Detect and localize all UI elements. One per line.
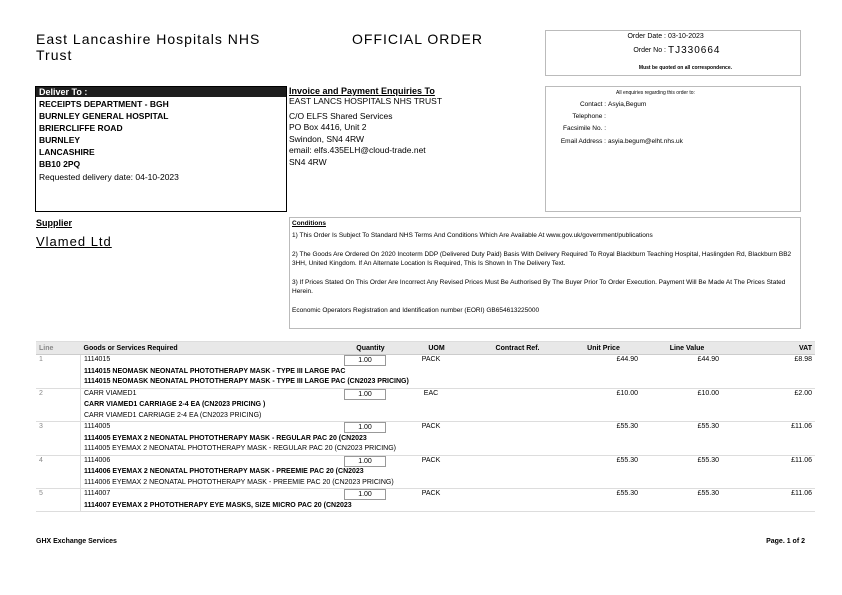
item-code: 1114006	[84, 456, 111, 464]
condition-eori: Economic Operators Registration and Identification number (EORI) GB654613225000	[292, 307, 540, 314]
condition-2: 2) The Goods Are Ordered On 2020 Incoterm DDP (Delivered Duty Paid) Basis With Delivery Required To Royal Blackburn Teaching Hospital, Haslingden Rd, Blackburn BB2 3HH, United Kingdom. If An Alternate Location Is Required, This Is Shown In The Delivery Text.	[292, 251, 792, 267]
vat-cell: £11.06	[791, 490, 812, 497]
line-value-cell: £44.90	[697, 356, 719, 363]
deliver-line: BURNLEY	[39, 135, 81, 145]
line-value-cell: £10.00	[697, 389, 719, 397]
invoice-line: PO Box 4416, Unit 2	[289, 122, 367, 132]
item-description: 1114006 EYEMAX 2 NEONATAL PHOTOTHERAPY MASK - PREEMIE PAC 20 (CN2023	[84, 468, 364, 475]
contact-value: Asyia,Begum	[608, 101, 647, 108]
contact-box	[545, 86, 801, 212]
vat-cell: £11.06	[791, 456, 812, 464]
line-number: 2	[36, 388, 81, 422]
col-quantity: Quantity	[343, 342, 399, 355]
line-value-cell: £55.30	[697, 490, 719, 497]
fax-label: Facsimile No. :	[563, 125, 606, 132]
col-uom: UOM	[399, 342, 475, 355]
conditions-box	[289, 217, 801, 329]
table-row	[36, 489, 815, 512]
supplier-label: Supplier	[36, 218, 73, 228]
table-row	[36, 355, 815, 389]
item-description: 1114005 EYEMAX 2 NEONATAL PHOTOTHERAPY MASK - REGULAR PAC 20 (CN2023	[84, 434, 367, 442]
quantity-cell: 1.00	[344, 489, 386, 500]
footer-provider: GHX Exchange Services	[36, 538, 117, 545]
invoice-line: SN4 4RW	[289, 156, 327, 167]
unit-price-cell: £55.30	[616, 456, 638, 464]
contact-label: Contact :	[579, 101, 606, 108]
deliver-line: BURNLEY GENERAL HOSPITAL	[39, 111, 169, 121]
deliver-to-box	[35, 86, 287, 212]
uom-cell: EAC	[423, 389, 439, 397]
col-line: Line	[36, 342, 81, 355]
unit-price-cell: £55.30	[616, 490, 638, 497]
uom-cell: PACK	[421, 490, 441, 497]
invoice-address	[289, 96, 544, 168]
item-description: CARR VIAMED1 CARRIAGE 2-4 EA (CN2023 PRICING )	[84, 401, 266, 408]
condition-3: 3) If Prices Stated On This Order Are Incorrect Any Revised Prices Must Be Authorised By The Buyer Prior To Order Execution. Payment Will Be Made At The Prices Stated Herein.	[292, 279, 786, 295]
invoice-enquiries-box	[289, 86, 544, 210]
email-value[interactable]: asyia.begum@elht.nhs.uk	[608, 138, 683, 145]
col-contract: Contract Ref.	[475, 342, 561, 355]
quantity-cell: 1.00	[344, 355, 386, 366]
item-code: 1114015	[84, 356, 111, 363]
table-row	[36, 422, 815, 456]
requested-delivery-date: Requested delivery date: 04-10-2023	[39, 172, 179, 182]
vat-cell: £2.00	[794, 389, 812, 397]
invoice-line: email: elfs.435ELH@cloud-trade.net	[289, 145, 426, 155]
supplier-name: Vlamed Ltd	[36, 234, 112, 249]
item-description: 1114015 NEOMASK NEONATAL PHOTOTHERAPY MASK - TYPE III LARGE PAC	[84, 367, 346, 375]
invoice-line: EAST LANCS HOSPITALS NHS TRUST	[289, 96, 443, 106]
item-description-detail: CARR VIAMED1 CARRIAGE 2-4 EA (CN2023 PRICING)	[84, 411, 262, 419]
order-date-value: 03-10-2023	[668, 33, 704, 40]
contract-cell	[469, 489, 555, 501]
deliver-line: RECEIPTS DEPARTMENT - BGH	[39, 99, 169, 109]
col-vat: VAT	[728, 342, 816, 355]
order-no-label: Order No :	[633, 47, 666, 54]
contract-cell	[469, 389, 555, 401]
contact-note: All enquiries regarding this order to:	[616, 90, 695, 96]
line-number: 1	[36, 355, 81, 389]
correspondence-note: Must be quoted on all correspondence.	[638, 65, 732, 71]
conditions-heading: Conditions	[292, 220, 326, 227]
invoice-heading: Invoice and Payment Enquiries To	[289, 86, 435, 96]
col-line-value: Line Value	[647, 342, 728, 355]
unit-price-cell: £10.00	[616, 389, 638, 397]
quantity-cell: 1.00	[344, 422, 386, 433]
telephone-label: Telephone :	[572, 113, 606, 120]
item-description-detail: 1114005 EYEMAX 2 NEONATAL PHOTOTHERAPY MASK - REGULAR PAC 20 (CN2023 PRICING)	[84, 445, 396, 452]
vat-cell: £11.06	[791, 423, 812, 430]
uom-cell: PACK	[421, 423, 441, 430]
line-number: 4	[36, 455, 81, 489]
uom-cell: PACK	[421, 356, 441, 363]
col-unit-price: Unit Price	[561, 342, 647, 355]
page-number: Page. 1 of 2	[766, 538, 805, 545]
uom-cell: PACK	[421, 456, 441, 464]
condition-1: 1) This Order Is Subject To Standard NHS Terms And Conditions Which Are Available At www.gov.uk/government/publications	[292, 232, 653, 239]
table-header-row	[36, 342, 815, 355]
line-value-cell: £55.30	[697, 456, 719, 464]
order-lines-table	[36, 341, 815, 512]
unit-price-cell: £44.90	[616, 356, 638, 363]
item-description-detail: 1114006 EYEMAX 2 NEONATAL PHOTOTHERAPY MASK - PREEMIE PAC 20 (CN2023 PRICING)	[84, 478, 394, 486]
table-row	[36, 388, 815, 422]
contract-cell	[469, 422, 555, 434]
email-label: Email Address :	[560, 138, 606, 145]
document-title: OFFICIAL ORDER	[352, 31, 483, 47]
order-no-value: TJ330664	[668, 45, 721, 56]
item-description-detail: 1114015 NEOMASK NEONATAL PHOTOTHERAPY MASK - TYPE III LARGE PAC (CN2023 PRICING)	[84, 378, 409, 385]
line-number: 5	[36, 489, 81, 512]
col-goods: Goods or Services Required	[81, 342, 343, 355]
invoice-line: C/O ELFS Shared Services	[289, 110, 393, 121]
item-code: 1114005	[84, 423, 111, 430]
trust-name: East Lancashire Hospitals NHS Trust	[36, 31, 261, 63]
item-code: CARR VIAMED1	[84, 389, 137, 397]
deliver-line: BRIERCLIFFE ROAD	[39, 123, 123, 133]
deliver-address	[36, 97, 286, 171]
contract-cell	[469, 355, 555, 367]
line-value-cell: £55.30	[697, 423, 719, 430]
item-code: 1114007	[84, 490, 111, 497]
quantity-cell: 1.00	[344, 389, 386, 400]
deliver-line: LANCASHIRE	[39, 147, 95, 157]
invoice-line: Swindon, SN4 4RW	[289, 133, 364, 144]
table-row	[36, 455, 815, 489]
quantity-cell: 1.00	[344, 456, 386, 467]
vat-cell: £8.98	[794, 356, 812, 363]
item-description: 1114007 EYEMAX 2 PHOTOTHERAPY EYE MASKS, SIZE MICRO PAC 20 (CN2023	[84, 501, 352, 509]
line-number: 3	[36, 422, 81, 456]
contract-cell	[469, 456, 555, 468]
deliver-to-heading: Deliver To :	[36, 87, 286, 97]
order-date-label: Order Date :	[627, 33, 666, 40]
deliver-line: BB10 2PQ	[39, 159, 81, 169]
order-info-box	[545, 30, 801, 76]
unit-price-cell: £55.30	[616, 423, 638, 430]
